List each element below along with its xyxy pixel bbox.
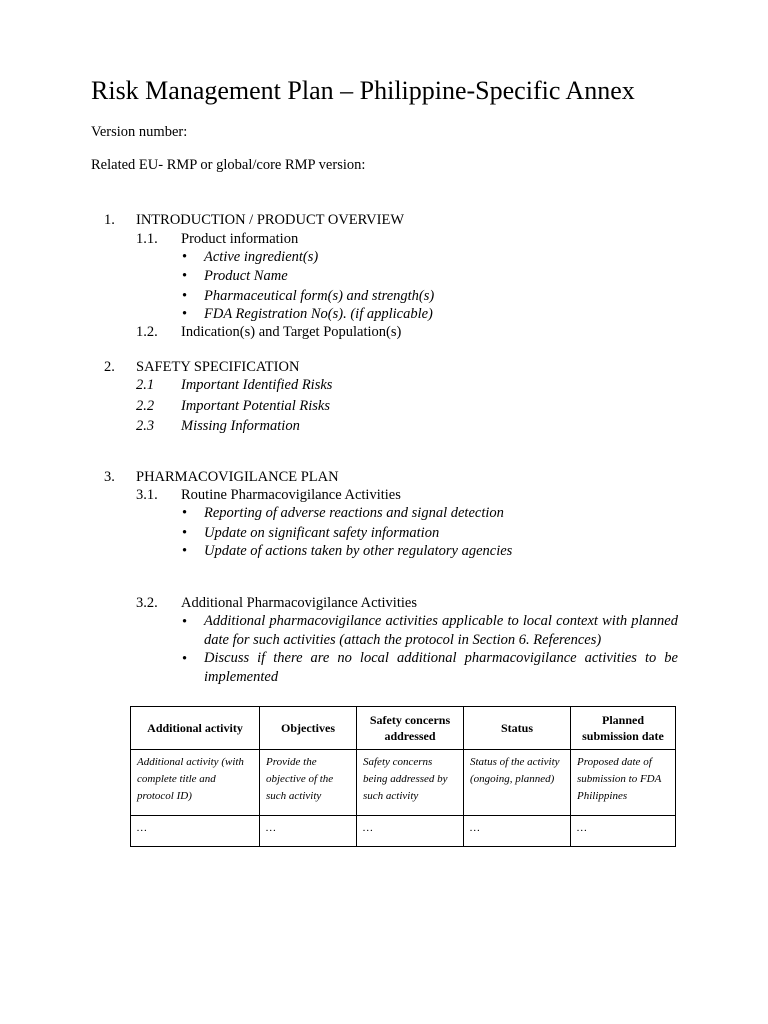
bullet-icon: •: [182, 249, 188, 265]
subsection-2-1-number: 2.1: [136, 377, 155, 393]
subsection-1-1-number: 1.1.: [136, 231, 158, 247]
bullet-icon: •: [182, 614, 188, 630]
table-cell: Proposed date of submission to FDA Philippines: [571, 750, 676, 816]
bullet-discuss-no-activities: Discuss if there are no local additional pharmacovigilance activities to be implemented: [204, 650, 678, 685]
table-cell: …: [131, 816, 260, 847]
table-cell: Status of the activity (ongoing, planned): [464, 750, 571, 816]
subsection-3-1-number: 3.1.: [136, 487, 158, 503]
subsection-2-2-title: Important Potential Risks: [181, 398, 331, 414]
section-1-title: INTRODUCTION / PRODUCT OVERVIEW: [136, 212, 405, 228]
table-cell: Safety concerns being addressed by such activity: [357, 750, 464, 816]
subsection-2-2-number: 2.2: [136, 398, 155, 414]
table-cell: …: [357, 816, 464, 847]
table-row: [131, 750, 676, 816]
subsection-2-3-number: 2.3: [136, 418, 155, 434]
header-status: Status: [464, 707, 571, 750]
bullet-icon: •: [182, 288, 188, 304]
bullet-update-actions: Update of actions taken by other regulatory agencies: [204, 543, 513, 559]
table-header-row: [131, 707, 676, 750]
bullet-pharmaceutical-form: Pharmaceutical form(s) and strength(s): [204, 288, 435, 304]
table-row: [131, 816, 676, 847]
bullet-additional-activities: Additional pharmacovigilance activities applicable to local context with planned date for such activities (attach the protocol in Section 6. References): [204, 613, 678, 648]
section-2-title: SAFETY SPECIFICATION: [136, 359, 300, 375]
section-1-number: 1.: [104, 212, 115, 228]
bullet-product-name: Product Name: [204, 268, 288, 284]
subsection-1-2-number: 1.2.: [136, 324, 158, 340]
table-cell: …: [571, 816, 676, 847]
bullet-icon: •: [182, 651, 188, 667]
section-3-title: PHARMACOVIGILANCE PLAN: [136, 469, 339, 485]
subsection-2-1-title: Important Identified Risks: [181, 377, 333, 393]
bullet-icon: •: [182, 543, 188, 559]
bullet-reporting-adverse: Reporting of adverse reactions and signal detection: [204, 505, 504, 521]
section-3-number: 3.: [104, 469, 115, 485]
subsection-3-2-number: 3.2.: [136, 595, 158, 611]
section-2-number: 2.: [104, 359, 115, 375]
bullet-icon: •: [182, 525, 188, 541]
subsection-2-3-title: Missing Information: [181, 418, 300, 434]
bullet-update-safety: Update on significant safety information: [204, 525, 440, 541]
bullet-icon: •: [182, 306, 188, 322]
table-cell: Provide the objective of the such activity: [260, 750, 357, 816]
table-cell: …: [260, 816, 357, 847]
table-cell: …: [464, 816, 571, 847]
table-cell: Additional activity (with complete title and protocol ID): [131, 750, 260, 816]
bullet-icon: •: [182, 268, 188, 284]
version-number-label: Version number:: [91, 124, 188, 140]
header-safety-concerns: Safety concerns addressed: [357, 707, 464, 750]
related-rmp-label: Related EU- RMP or global/core RMP version:: [91, 157, 366, 173]
document-title: Risk Management Plan – Philippine-Specific Annex: [91, 76, 635, 105]
bullet-active-ingredients: Active ingredient(s): [204, 249, 319, 265]
subsection-1-2-title: Indication(s) and Target Population(s): [181, 324, 402, 340]
additional-activities-table: [130, 706, 676, 847]
header-planned-submission-date: Planned submission date: [571, 707, 676, 750]
subsection-1-1-title: Product information: [181, 231, 299, 247]
header-objectives: Objectives: [260, 707, 357, 750]
bullet-fda-registration: FDA Registration No(s). (if applicable): [204, 306, 433, 322]
subsection-3-2-title: Additional Pharmacovigilance Activities: [181, 595, 417, 611]
bullet-icon: •: [182, 505, 188, 521]
header-additional-activity: Additional activity: [131, 707, 260, 750]
subsection-3-1-title: Routine Pharmacovigilance Activities: [181, 487, 401, 503]
